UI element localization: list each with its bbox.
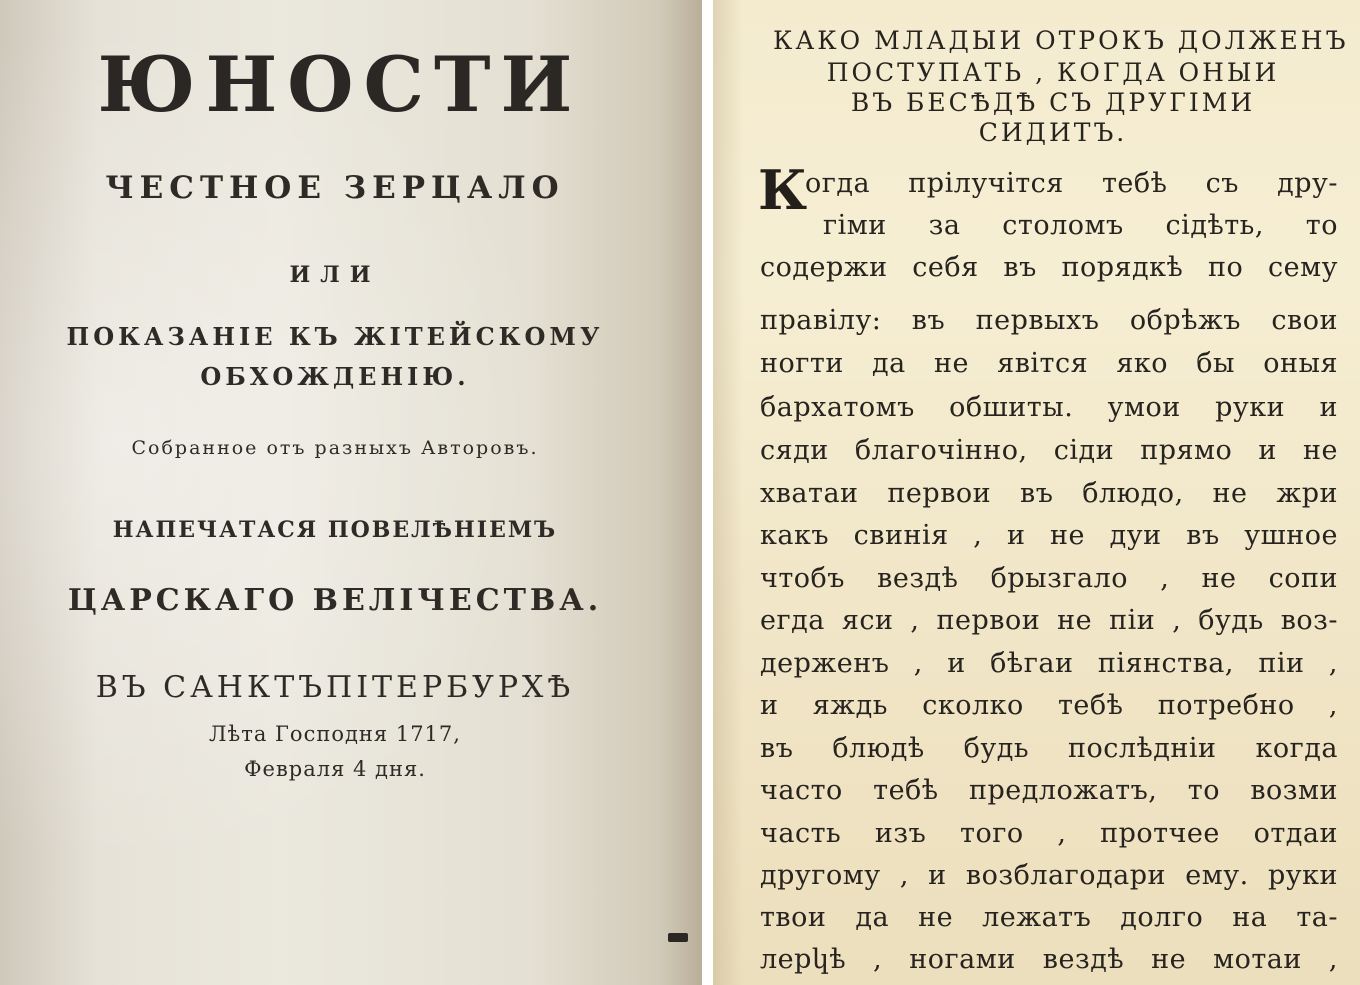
body-line: въ блюдѣ будь послѣдніи когда — [760, 733, 1338, 764]
imprint-line: ЦАРСКАГО ВЕЛІЧЕСТВА. — [67, 583, 603, 618]
body-line: лерկѣ , ногами вездѣ не мотаи , — [760, 944, 1338, 975]
chapter-heading-line: ПОСТУПАТЬ , КОГДА ОНЫИ — [826, 58, 1280, 87]
body-line: другому , и возблагодари ему. руки — [760, 860, 1338, 891]
ink-speck — [668, 933, 688, 942]
title-line: ОБХОЖДЕНІЮ. — [200, 362, 470, 391]
body-line: держенъ , и бѣгаи піянства, піи , — [760, 648, 1338, 679]
body-line: ногти да не явітся яко бы оныя — [760, 348, 1338, 379]
drop-cap: К — [758, 158, 808, 222]
body-line: чтобъ вездѣ брызгало , не сопи — [760, 563, 1338, 594]
text-page — [713, 0, 1360, 985]
chapter-heading-line: КАКО МЛАДЫИ ОТРОКЪ ДОЛЖЕНЪ — [773, 26, 1349, 55]
imprint-line: НАПЕЧАТАСЯ ПОВЕЛѢНІЕМЪ — [112, 517, 558, 543]
body-line: гіми за столомъ сідѣть, то — [823, 210, 1338, 241]
body-line: какъ свинія , и не дуи въ ушное — [760, 520, 1338, 551]
body-line: твои да не лежатъ долго на та- — [760, 902, 1338, 933]
body-line: бархатомъ обшиты. умои руки и — [760, 392, 1338, 423]
chapter-heading-line: СИДИТЪ. — [978, 118, 1128, 147]
date-line: Лѣта Господня 1717, — [209, 722, 461, 746]
place-line: ВЪ САНКТЪПІТЕРБУРХѢ — [95, 670, 575, 705]
book-title: ЮНОСТИ — [97, 40, 583, 129]
body-line: содержи себя въ порядкѣ по сему — [760, 252, 1338, 283]
body-line: правілу: въ первыхъ обрѣжъ свои — [760, 305, 1338, 336]
authors-line: Собранное отъ разныхъ Авторовъ. — [131, 437, 539, 459]
chapter-heading-line: ВЪ БЕСѢДѢ СЪ ДРУГІМИ — [850, 88, 1256, 117]
title-line: ЧЕСТНОЕ ЗЕРЦАЛО — [105, 170, 565, 206]
body-line: и яждь сколко тебѣ потребно , — [760, 690, 1338, 721]
body-line: сяди благочінно, сіди прямо и не — [760, 435, 1338, 466]
body-line: часть изъ того , протчее отдаи — [760, 818, 1338, 849]
body-line: часто тебѣ предложатъ, то возми — [760, 775, 1338, 806]
date-line: Февраля 4 дня. — [244, 757, 426, 781]
page-gutter — [702, 0, 713, 985]
title-line: ИЛИ — [289, 262, 381, 288]
body-line: хватаи первои въ блюдо, не жри — [760, 478, 1338, 509]
title-line: ПОКАЗАНІЕ КЪ ЖІТЕЙСКОМУ — [66, 322, 604, 351]
body-line: егда яси , первои не піи , будь воз- — [760, 605, 1338, 636]
body-line: огда прілучітся тебѣ съ дру- — [805, 168, 1338, 199]
